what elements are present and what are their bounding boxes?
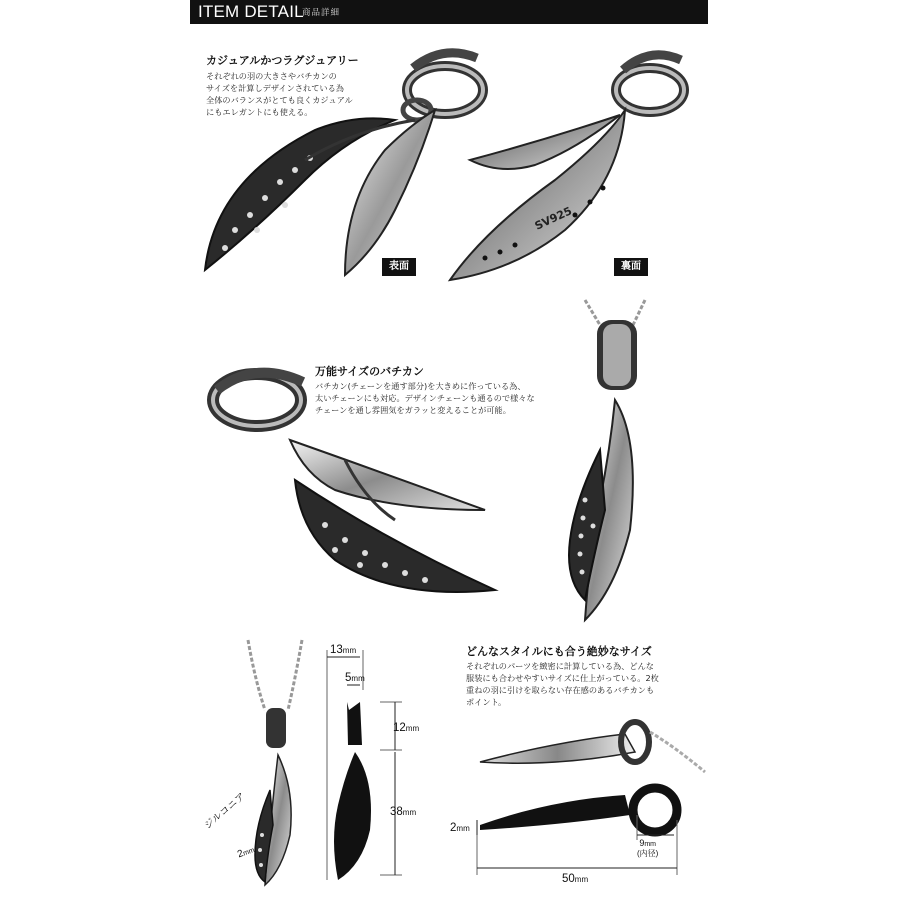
section3-line: 重ねの羽に引けを取らない存在感のあるバチカンも	[466, 685, 655, 695]
section1-heading: カジュアルかつラグジュアリー	[206, 55, 359, 67]
back-label: 裏面	[614, 258, 648, 276]
section1-line: それぞれの羽の大きさやバチカンの	[206, 71, 337, 81]
pendant-front-image	[195, 30, 445, 280]
header-bar	[190, 0, 708, 24]
front-label: 表面	[382, 258, 416, 276]
section3-description	[466, 660, 696, 708]
dim-thickness: 2mm	[450, 822, 470, 834]
pendant-side-image	[195, 360, 495, 610]
pendant-back-image	[445, 30, 665, 290]
dim-inner-diameter: 9mm (内径)	[637, 838, 659, 858]
page-title: ITEM DETAIL	[198, 2, 304, 21]
dim-bail-height: 12mm	[393, 722, 420, 734]
section3-heading: どんなスタイルにも合う絶妙なサイズ	[466, 646, 652, 658]
section3-line: それぞれのパーツを緻密に計算している為、どんな	[466, 661, 654, 671]
page-subtitle: 商品詳細	[302, 8, 341, 18]
pendant-profile-image	[475, 712, 710, 782]
dim-length: 50mm	[562, 873, 589, 885]
section1-line: にもエレガントにも使える。	[206, 107, 313, 117]
section2-line: 太いチェーンにも対応。デザインチェーンも通るので様々な	[315, 393, 535, 403]
stamp-text: SV925	[532, 204, 574, 233]
section3-line: ポイント。	[466, 697, 507, 707]
section3-line: 服装にも合わせやすいサイズに仕上がっている。2枚	[466, 673, 659, 683]
section1-line: サイズを計算しデザインされている為	[206, 83, 344, 93]
section2-line: バチカン(チェーンを通す部分)を大きめに作っている為、	[315, 381, 526, 391]
section2-heading: 万能サイズのバチカン	[315, 366, 424, 378]
stone-size: 2mm	[236, 846, 256, 861]
stone-label: ジルコニア	[202, 791, 248, 832]
dim-width-total: 13mm	[330, 644, 357, 656]
dim-width-bail: 5mm	[345, 672, 365, 684]
dim-body-height: 38mm	[390, 806, 417, 818]
dimension-diagram-front	[320, 640, 420, 890]
section2-line: チェーンを通し雰囲気をガラッと変えることが可能。	[315, 405, 511, 415]
pendant-hanging-image	[555, 300, 665, 620]
section1-line: 全体のバランスがとても良くカジュアル	[206, 95, 353, 105]
